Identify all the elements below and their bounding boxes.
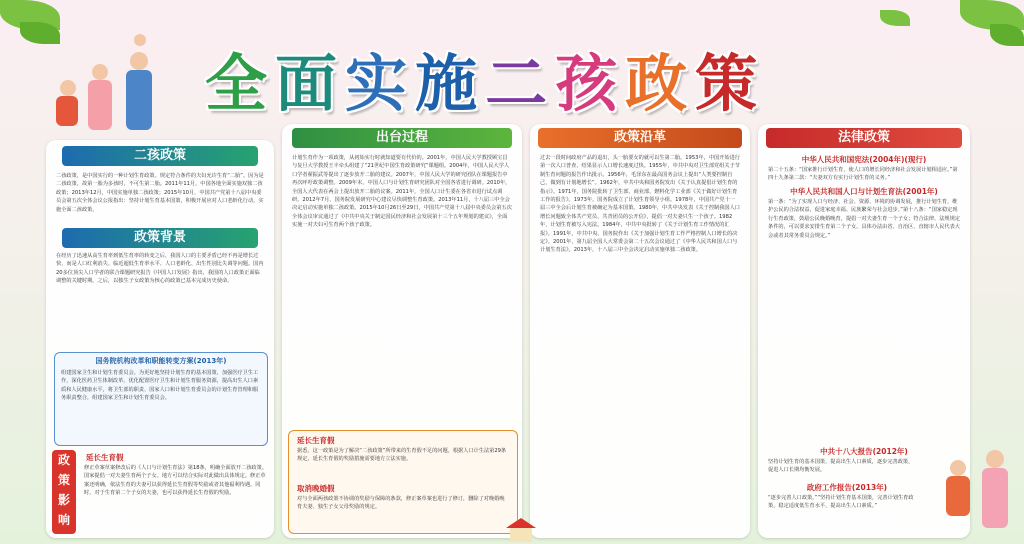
section-text-policy-history: 过去一段时间政府产品的退出，头一胎要女的就可以生第二胎。1953年，中国开始进行第一次人口普查，结果显示人口增长速度过快。1955年，中共中央对卫生部党组关于节制生育问题的报告作出批示。1956年，毛泽东在最高国务会议上提出“人类要控制自己，做到有计划地增长”。1962年，中共中央和国务院发出《关于认真提倡计划生育的指示》。1971年，国务院批转了卫生部、商业部、燃料化学工业部《关于做好计划生育工作的报告》。1973年，国务院成立了计划生育领导小组。1978年，中国共产党十一届三中全会后计划生育被确定为基本国策。1980年，中共中央发表《关于控制我国人口增长问题致全体共产党员、共青团员的公开信》，提倡一对夫妻只生一个孩子。1982年，计划生育被写入宪法。1984年，中共中央批转了《关于计划生育工作情况的汇报》。1991年，中共中央、国务院作出《关于加强计划生育工作严格控制人口增长的决定》。2001年，第九届全国人大常委会第二十五次会议通过了《中华人民共和国人口与计划生育法》。2013年，十八届三中全会决定启动实施单独二孩政策。 [540, 155, 740, 254]
left-panel [46, 140, 274, 538]
children-illustration [930, 440, 1020, 544]
section-text-introduction-process: 计划生育作为一项政策，从初始实行时就知道要有代价的。2001年，中国人民大学教授顾宝昌与复旦大学教授王丰牵头组建了“21世纪中国生育政策研究”课题组。2004年，中国人民大学人口学者翟振武等提出了逐步放开二胎的建议。2007年，中国人民大学的研究团队在课题报告中再次呼吁政策调整。2009年末，中国人口与计划生育研究团队对全国各省进行调研。2010年，全国人大代表在两会上提出放开二胎的议案。2011年，全国人口计生委在各省市进行试点调研。2012年7月，国务院发展研究中心建议尽快调整生育政策。2013年11月，十八届三中全会决定启动实施单独二孩政策。2015年10月26日至29日，中国共产党第十八届中央委员会第五次全体会议审议通过了《中共中央关于制定国民经济和社会发展第十三个五年规划的建议》，全面实施一对夫妇可生育两个孩子政策。 [292, 155, 512, 229]
policy-impact-label: 政 策 影 响 [52, 450, 76, 534]
house-illustration [506, 518, 536, 542]
policy-history-panel [530, 124, 750, 538]
government-report-text: “逐步完善人口政策。”“坚持计划生育基本国策，完善计划生育政策，稳定适度低生育水平，提高出生人口素质。” [768, 495, 914, 510]
reform-box [54, 352, 268, 446]
government-report-title: 政府工作报告(2013年) [806, 483, 888, 492]
leave-box [288, 430, 518, 534]
leaf-decoration [880, 10, 910, 26]
extend-leave-subtext: 据悉，这一政策是为了解决“二孩政策”所带来的生育假不足的问题。根据人口计生法第29条规定，延长生育假的奖励措施需要地方立法实施。 [297, 448, 507, 463]
population-law-title: 中华人民共和国人口与计划生育法(2001年) [790, 187, 938, 196]
extend-leave-subtitle: 延长生育假 [297, 436, 335, 445]
extend-leave-text: 修正草案草案修改后的《人口与计划生育法》第18条，明确全面放开二孩政策。国家提倡一对夫妻生育两个子女。地方可以结合实际对此做出具体规定。修正草案还明确，依法生育的夫妻可以获得延长生育假等奖励或者其他福利待遇。同时，对于生育第二个子女的夫妻，也可以获得延长生育假的奖励。 [84, 465, 267, 497]
congress-report-title: 中共十八大报告(2012年) [820, 447, 908, 456]
reform-box-text: 组建国家卫生和计划生育委员会。为更好地坚持计划生育的基本国策，加强医疗卫生工作，深化医药卫生体制改革，优化配置医疗卫生和计划生育服务资源，提高出生人口素质和人民健康水平，将卫生部的职责、国家人口和计划生育委员会的计划生育管理和服务职责整合，组建国家卫生和计划生育委员会。 [61, 370, 259, 402]
section-text-policy-background: 在经历了迅速从高生育率到低生育率的转变之后，我国人口的主要矛盾已经不再是增长过快，而是人口红利消失、临近超低生育率水平、人口老龄化、出生性别比失调等问题。国内20多位顶尖人口学者的联合课题研究报告《中国人口发展》指出，我国的人口政策正面临调整的关键时期。之后，以独生子女政策为核心的政策已基本完成历史使命。 [56, 253, 264, 285]
constitution-text: 第二十五条：“国家推行计划生育，使人口的增长同经济和社会发展计划相适应。”第四十九条第二款：“夫妻双方有实行计划生育的义务。” [768, 167, 958, 182]
section-title-policy-history: 政策沿革 [538, 128, 742, 148]
section-text-two-child-policy: 二孩政策，是中国实行的一种计划生育政策。规定符合条件的夫妇允许生育“二胎”。因为是二孩政策，故第一胎为多孩时，不可生第二胎。2011年11月，中国各地全面实施双独二孩政策；2013年12月，中国实施单独二孩政策；2015年10月，中国共产党第十八届中央委员会第五次全体会议公报指出：坚持计划生育基本国策，积极开展应对人口老龄化行动，实施全面二孩政策。 [56, 173, 264, 213]
middle-panel [282, 124, 522, 538]
section-title-two-child-policy: 二孩政策 [62, 146, 258, 166]
cancel-marriage-leave-subtitle: 取消晚婚假 [297, 484, 335, 493]
congress-report-text: 坚持计划生育的基本国策，提高出生人口素质，逐步完善政策，促进人口长期均衡发展。 [768, 459, 914, 474]
reform-box-title: 国务院机构改革和职能转变方案(2013年) [95, 357, 227, 365]
family-illustration [50, 30, 170, 140]
extend-leave-title: 延长生育假 [86, 453, 124, 462]
population-law-text: 第一条：“为了实现人口与经济、社会、资源、环境的协调发展，推行计划生育，维护公民的合法权益，促进家庭幸福、民族繁荣与社会进步。”第十八条：“国家稳定现行生育政策，鼓励公民晚婚晚育，提倡一对夫妻生育一个子女；符合法律、法规规定条件的，可以要求安排生育第二个子女。具体办法由省、自治区、直辖市人民代表大会或者其常务委员会规定。” [768, 199, 960, 239]
section-title-policy-background: 政策背景 [62, 228, 258, 248]
section-title-legal-policy: 法律政策 [766, 128, 962, 148]
cancel-marriage-leave-text: 对与全面两孩政策不协调的奖励与保障的条款，修正案草案也进行了修订，删除了对晚婚晚育夫妻、独生子女父母奖励的规定。 [297, 496, 505, 511]
constitution-title: 中华人民共和国宪法(2004年)(现行) [801, 155, 927, 164]
section-title-introduction-process: 出台过程 [292, 128, 512, 148]
page-title: 全面实施二孩政策 [205, 47, 766, 120]
